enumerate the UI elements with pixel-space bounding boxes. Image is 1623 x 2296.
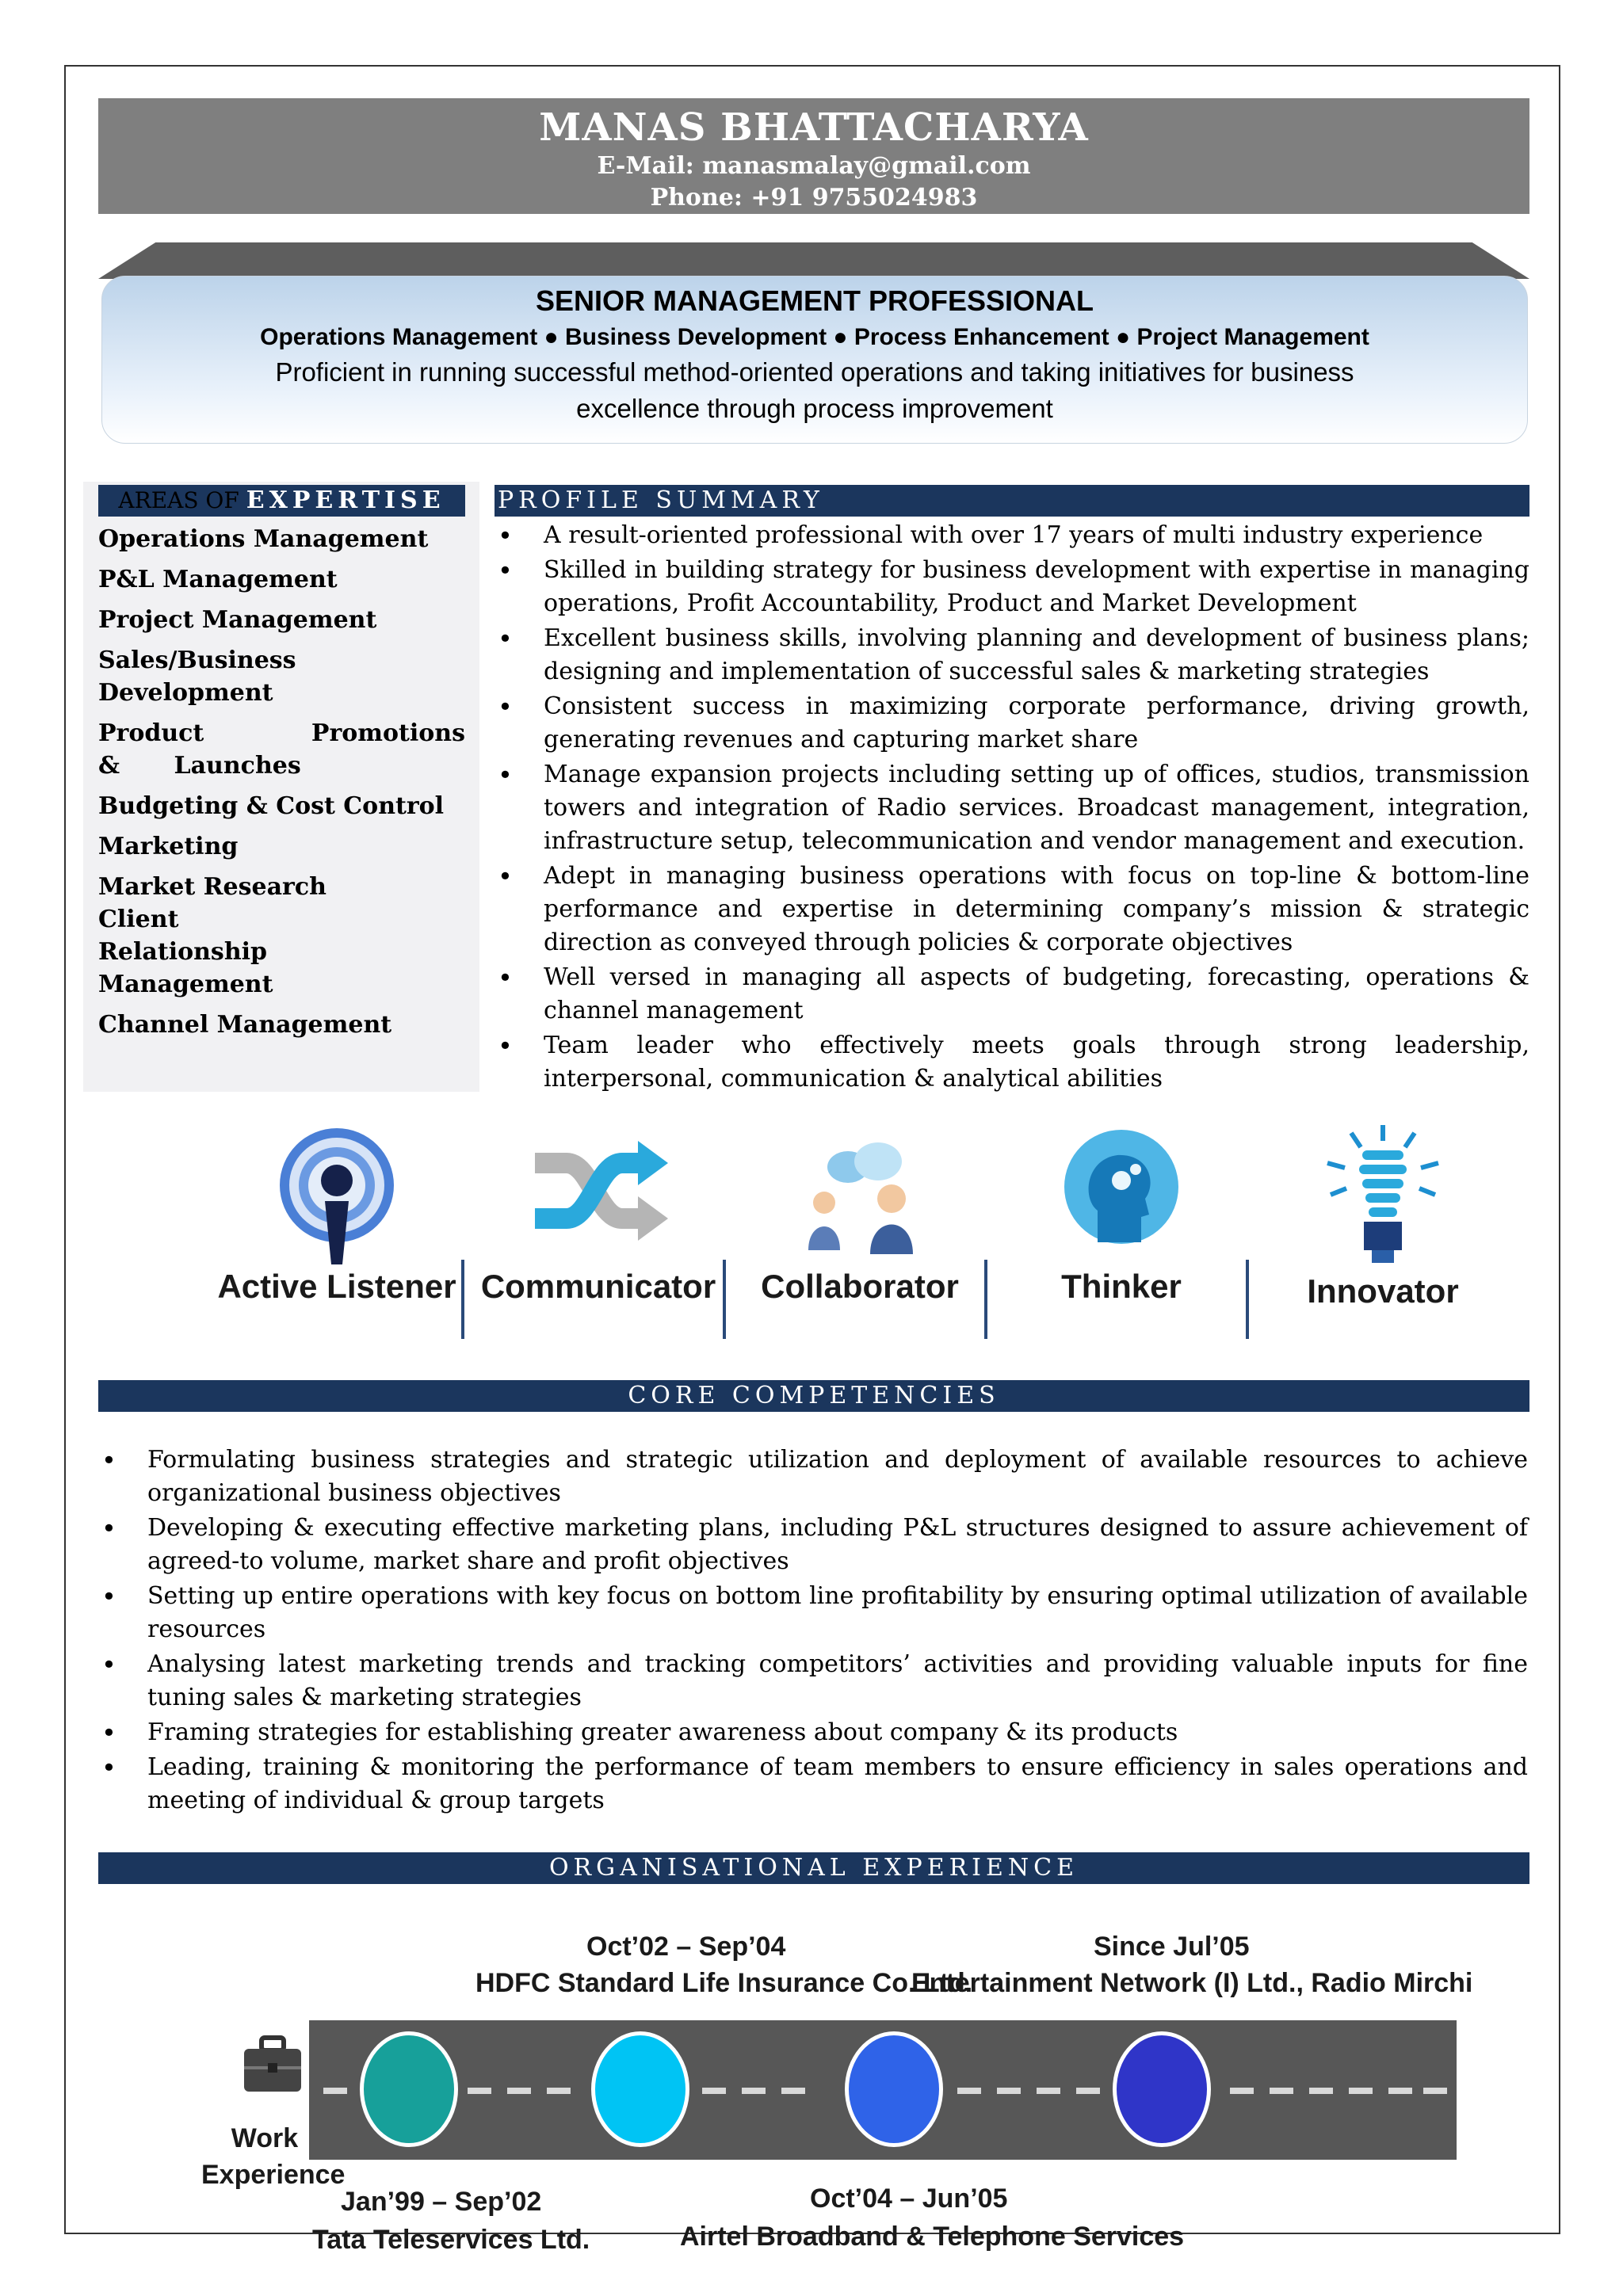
list-item: • Leading, training & monitoring the performance of team members to ensure efficiency in sales operations and meeting of individual & group targets bbox=[98, 1751, 1528, 1817]
head-gears-icon bbox=[1058, 1123, 1185, 1261]
timeline-node-2 bbox=[591, 2031, 689, 2147]
experience-company: Entertainment Network (I) Ltd., Radio Mirchi bbox=[911, 1968, 1473, 1998]
banner-description: Proficient in running successful method-oriented operations and taking initiatives for business excellence through process improvement bbox=[275, 357, 1354, 423]
trait-thinker bbox=[991, 1117, 1252, 1347]
experience-timeline bbox=[309, 2020, 1457, 2160]
timeline-dash bbox=[1230, 2088, 1254, 2094]
list-item: • Analysing latest marketing trends and tracking competitors’ activities and providing valuable inputs for fine tuning sales & marketing strategies bbox=[98, 1648, 1528, 1714]
list-item: Project Management bbox=[98, 606, 377, 634]
timeline-node-3 bbox=[845, 2031, 943, 2147]
chat-people-icon bbox=[792, 1123, 927, 1261]
list-item: Market Research bbox=[98, 873, 327, 901]
work-experience-label: Work Experience bbox=[201, 2123, 346, 2190]
list-item: Budgeting & Cost Control bbox=[98, 792, 445, 820]
timeline-dash bbox=[1309, 2088, 1333, 2094]
expertise-list bbox=[98, 523, 465, 1049]
list-item: P&L Management bbox=[98, 566, 338, 593]
phone-line: Phone: +91 9755024983 bbox=[650, 184, 978, 212]
trait-label: Thinker bbox=[1061, 1268, 1182, 1305]
timeline-dash bbox=[1037, 2088, 1060, 2094]
trait-label: Communicator bbox=[480, 1268, 716, 1305]
list-item: • Team leader who effectively meets goals through strong leadership, interpersonal, communication & analytical abilities bbox=[495, 1029, 1529, 1096]
podcast-icon bbox=[269, 1123, 404, 1269]
expertise-heading: AREAS OF EXPERTISE bbox=[98, 485, 465, 517]
list-item: Channel Management bbox=[98, 1011, 392, 1039]
list-item: • Formulating business strategies and strategic utilization and deployment of available resources to achieve organizational business objectives bbox=[98, 1444, 1528, 1510]
trait-label: Active Listener bbox=[217, 1268, 456, 1305]
list-item: • Excellent business skills, involving planning and development of business plans; designing and implementation of successful sales & marketing strategies bbox=[495, 622, 1529, 688]
list-item: • Skilled in building strategy for business development with expertise in managing operations, Profit Accountability, Product and Market Development bbox=[495, 554, 1529, 620]
timeline-dash bbox=[1076, 2088, 1100, 2094]
experience-period: Oct’04 – Jun’05 bbox=[810, 2183, 1008, 2214]
list-item: Operations Management bbox=[98, 525, 429, 553]
timeline-dash bbox=[742, 2088, 766, 2094]
list-item: • Consistent success in maximizing corporate performance, driving growth, generating revenues and capturing market share bbox=[495, 690, 1529, 757]
timeline-dash bbox=[323, 2088, 347, 2094]
timeline-dash bbox=[781, 2088, 805, 2094]
experience-period: Since Jul’05 bbox=[1094, 1932, 1250, 1962]
professional-banner bbox=[101, 276, 1528, 444]
experience-heading: ORGANISATIONAL EXPERIENCE bbox=[98, 1852, 1529, 1884]
list-item: • A result-oriented professional with over 17 years of multi industry experience bbox=[495, 519, 1529, 552]
traits-strip bbox=[206, 1117, 1474, 1347]
list-item: Client Relationship Management bbox=[98, 906, 273, 998]
trait-divider bbox=[984, 1260, 987, 1339]
trait-divider bbox=[461, 1260, 464, 1339]
list-item: Marketing bbox=[98, 833, 239, 860]
list-item: • Developing & executing effective marketing plans, including P&L structures designed to assure achievement of agreed-to volume, market share and profit objectives bbox=[98, 1512, 1528, 1578]
list-item: • Setting up entire operations with key focus on bottom line profitability by ensuring optimal utilization of available resources bbox=[98, 1580, 1528, 1646]
list-item: • Manage expansion projects including setting up of offices, studios, transmission towers and integration of Radio services. Broadcast management, integration, infrastructure setup, telecommunication and vendor management and execution. bbox=[495, 758, 1529, 858]
experience-period: Jan’99 – Sep’02 bbox=[341, 2187, 542, 2217]
timeline-dash bbox=[1270, 2088, 1293, 2094]
timeline-dash bbox=[702, 2088, 726, 2094]
timeline-dash bbox=[1388, 2088, 1412, 2094]
trait-divider bbox=[1246, 1260, 1249, 1339]
list-item: Product Promotions & Launches bbox=[98, 719, 465, 780]
list-item: • Well versed in managing all aspects of budgeting, forecasting, operations & channel management bbox=[495, 961, 1529, 1028]
trait-innovator bbox=[1252, 1117, 1514, 1347]
core-competencies-heading: CORE COMPETENCIES bbox=[98, 1380, 1529, 1412]
trait-label: Collaborator bbox=[761, 1268, 959, 1305]
profile-list bbox=[495, 519, 1529, 1097]
banner-bevel bbox=[98, 242, 1529, 279]
trait-communicator bbox=[468, 1117, 729, 1347]
trait-collaborator bbox=[729, 1117, 991, 1347]
lightbulb-icon bbox=[1319, 1123, 1446, 1277]
timeline-dash bbox=[468, 2088, 491, 2094]
candidate-name: MANAS BHATTACHARYA bbox=[539, 105, 1089, 150]
experience-period: Oct’02 – Sep’04 bbox=[586, 1932, 786, 1962]
list-item: Sales/Business Development bbox=[98, 646, 296, 707]
timeline-dash bbox=[547, 2088, 571, 2094]
banner-title: SENIOR MANAGEMENT PROFESSIONAL bbox=[535, 284, 1094, 317]
trait-divider bbox=[723, 1260, 726, 1339]
resume-header bbox=[98, 98, 1529, 214]
experience-company: Airtel Broadband & Telephone Services bbox=[680, 2222, 1185, 2252]
timeline-dash bbox=[507, 2088, 531, 2094]
experience-company: Tata Teleservices Ltd. bbox=[312, 2225, 590, 2255]
trait-label: Innovator bbox=[1307, 1272, 1459, 1310]
briefcase-icon bbox=[242, 2035, 303, 2098]
timeline-node-1 bbox=[360, 2031, 458, 2147]
timeline-dash bbox=[1423, 2088, 1447, 2094]
list-item: • Framing strategies for establishing greater awareness about company & its products bbox=[98, 1716, 1528, 1749]
list-item: • Adept in managing business operations with focus on top-line & bottom-line performance and expertise in determining company’s mission & strategic direction as conveyed through policies & corporate objectives bbox=[495, 860, 1529, 959]
profile-heading: PROFILE SUMMARY bbox=[495, 485, 1529, 517]
timeline-dash bbox=[957, 2088, 981, 2094]
timeline-dash bbox=[1349, 2088, 1373, 2094]
core-competencies-list bbox=[98, 1444, 1528, 1819]
timeline-node-4 bbox=[1113, 2031, 1211, 2147]
email-line: E-Mail: manasmalay@gmail.com bbox=[597, 152, 1031, 180]
trait-active-listener bbox=[206, 1117, 468, 1347]
shuffle-arrows-icon bbox=[527, 1123, 670, 1261]
timeline-dash bbox=[997, 2088, 1021, 2094]
banner-tags: Operations Management ● Business Development ● Process Enhancement ● Project Management bbox=[260, 324, 1369, 350]
experience-company: HDFC Standard Life Insurance Co. Ltd. bbox=[475, 1968, 973, 1998]
